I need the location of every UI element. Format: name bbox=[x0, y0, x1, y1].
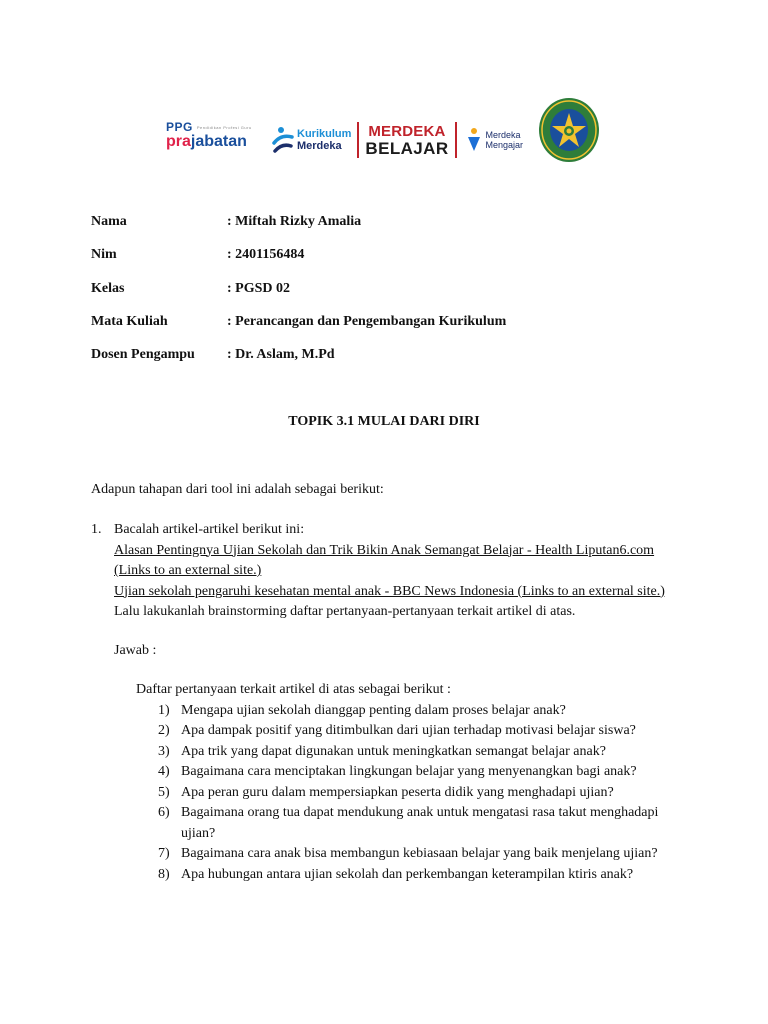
mengajar-line1: Merdeka bbox=[485, 130, 521, 140]
question-text: Bagaimana cara anak bisa membangun kebiasaan belajar yang baik menjelang ujian? bbox=[181, 846, 658, 861]
logo-divider bbox=[357, 122, 359, 158]
question-number: 4) bbox=[158, 764, 170, 779]
kurikulum-label: Kurikulum bbox=[297, 128, 352, 140]
ppg-title: PPG bbox=[166, 120, 193, 134]
question-number: 6) bbox=[158, 805, 170, 820]
info-row bbox=[91, 214, 506, 247]
question-list bbox=[158, 701, 678, 886]
ppg-rest: jabatan bbox=[190, 133, 247, 150]
question-number: 8) bbox=[158, 866, 170, 882]
info-value: : Perancangan dan Pengembangan Kurikulum bbox=[227, 313, 507, 329]
question-text: Apa trik yang dapat digunakan untuk meningkatkan semangat belajar anak? bbox=[181, 743, 606, 759]
step-number: 1. bbox=[91, 522, 102, 537]
belajar-label: BELAJAR bbox=[365, 139, 449, 158]
question-text: Apa hubungan antara ujian sekolah dan perkembangan keterampilan ktiris anak? bbox=[181, 866, 634, 882]
question-text: Mengapa ujian sekolah dianggap penting dalam proses belajar anak? bbox=[181, 702, 566, 718]
kurikulum-merdeka-text bbox=[297, 128, 351, 152]
list-item bbox=[158, 783, 678, 804]
answer-label: Jawab : bbox=[114, 642, 157, 658]
article-link-bbc[interactable]: Ujian sekolah pengaruhi kesehatan mental anak - BBC News Indonesia (Links to an external site.) bbox=[114, 583, 665, 599]
info-label: Nim bbox=[91, 247, 117, 263]
list-item bbox=[158, 762, 678, 783]
document-title: TOPIK 3.1 MULAI DARI DIRI bbox=[288, 414, 480, 429]
list-item bbox=[158, 701, 678, 722]
step-text: Bacalah artikel-artikel berikut ini: bbox=[114, 522, 305, 537]
info-row bbox=[91, 281, 506, 314]
merdeka-belajar-logo bbox=[365, 123, 448, 157]
header-logos bbox=[0, 92, 768, 172]
info-value: : Dr. Aslam, M.Pd bbox=[227, 347, 335, 363]
list-item bbox=[158, 742, 678, 763]
question-text: Apa peran guru dalam mempersiapkan peserta didik yang menghadapi ujian? bbox=[181, 784, 614, 800]
info-value: : 2401156484 bbox=[227, 247, 305, 263]
list-item bbox=[158, 844, 678, 865]
info-label: Dosen Pengampu bbox=[91, 347, 195, 363]
question-text: Bagaimana cara menciptakan lingkungan belajar yang menyenangkan bagi anak? bbox=[181, 764, 637, 779]
question-number: 7) bbox=[158, 846, 170, 861]
intro-text: Adapun tahapan dari tool ini adalah sebagai berikut: bbox=[91, 482, 384, 497]
questions-intro: Daftar pertanyaan terkait artikel di atas sebagai berikut : bbox=[136, 682, 451, 697]
article-link-liputan6[interactable]: Alasan Pentingnya Ujian Sekolah dan Trik Bikin Anak Semangat Belajar - Health Liputan6.com (Links to an external site.) bbox=[114, 542, 655, 578]
merdeka-mengajar-icon bbox=[465, 127, 483, 153]
ppg-prajabatan-logo bbox=[166, 120, 252, 151]
step-instruction: Lalu lakukanlah brainstorming daftar pertanyaan-pertanyaan terkait artikel di atas. bbox=[114, 604, 576, 619]
ppg-tagline: Pendidikan Profesi Guru bbox=[196, 125, 252, 131]
info-row bbox=[91, 314, 506, 347]
question-number: 3) bbox=[158, 743, 170, 759]
info-label: Mata Kuliah bbox=[91, 313, 168, 329]
ppg-pre: pra bbox=[166, 133, 191, 150]
info-label: Kelas bbox=[91, 280, 125, 296]
question-block bbox=[136, 680, 691, 885]
info-row bbox=[91, 347, 506, 380]
mengajar-line2: Mengajar bbox=[485, 140, 524, 150]
question-number: 2) bbox=[158, 723, 170, 738]
question-text: Bagaimana orang tua dapat mendukung anak untuk mengatasi rasa takut menghadapi ujian? bbox=[181, 805, 659, 841]
info-row bbox=[91, 247, 506, 280]
step-1 bbox=[91, 520, 691, 885]
question-number: 5) bbox=[158, 784, 170, 800]
merdeka-mengajar-logo bbox=[465, 127, 524, 153]
info-label: Nama bbox=[91, 214, 127, 229]
list-item bbox=[158, 721, 678, 742]
question-number: 1) bbox=[158, 702, 170, 718]
kurikulum-merdeka-icon bbox=[272, 125, 294, 155]
merdeka-label: MERDEKA bbox=[368, 123, 446, 140]
logo-divider-2 bbox=[455, 122, 457, 158]
list-item bbox=[158, 803, 678, 844]
kurikulum-merdeka-group bbox=[272, 122, 523, 158]
student-info bbox=[91, 214, 506, 380]
info-value: : PGSD 02 bbox=[227, 280, 290, 296]
question-text: Apa dampak positif yang ditimbulkan dari ujian terhadap motivasi belajar siswa? bbox=[181, 723, 636, 738]
info-value: : Miftah Rizky Amalia bbox=[227, 214, 362, 229]
list-item bbox=[158, 865, 678, 886]
university-seal-icon bbox=[538, 97, 600, 163]
kurikulum-merdeka-label: Merdeka bbox=[297, 140, 342, 152]
